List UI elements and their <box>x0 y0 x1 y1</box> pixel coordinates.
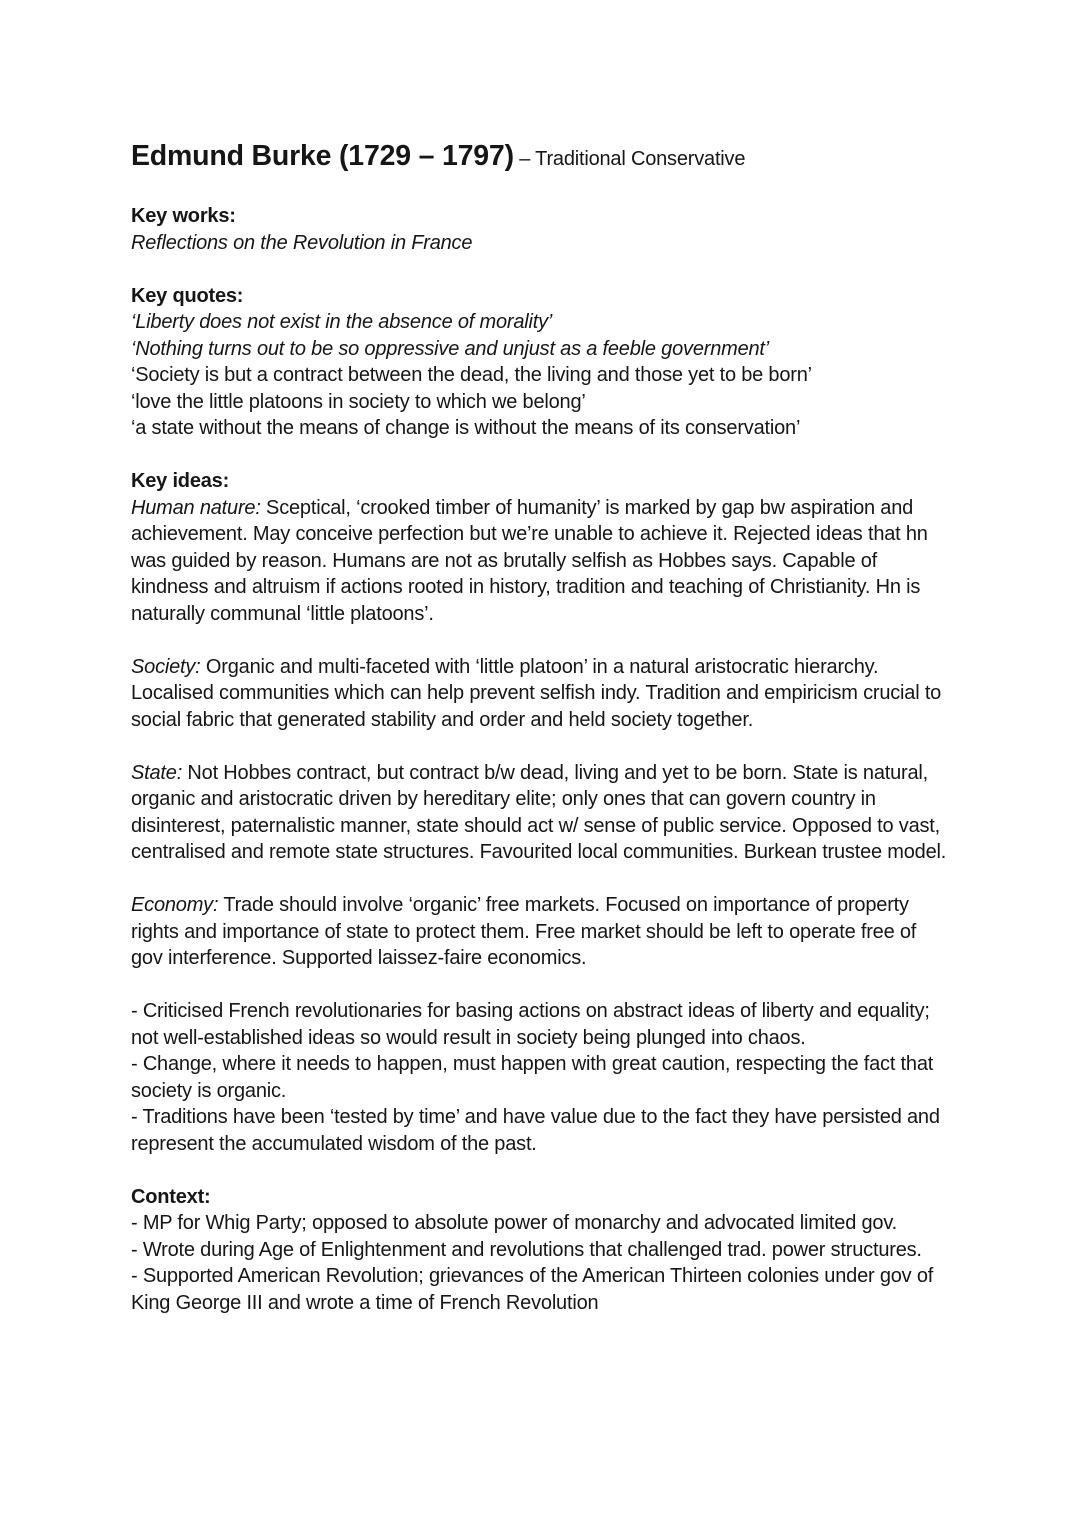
key-works-heading: Key works: <box>131 205 236 227</box>
paragraph-label: Economy: <box>131 894 219 916</box>
state-paragraph <box>131 760 948 866</box>
title-suffix: – Traditional Conservative <box>513 148 746 170</box>
human-nature-paragraph <box>131 495 948 628</box>
society-section <box>131 654 948 734</box>
economy-section <box>131 892 948 972</box>
context-heading: Context: <box>131 1185 211 1208</box>
key-works-section <box>131 203 948 256</box>
key-quotes-heading: Key quotes: <box>131 284 244 307</box>
bullet-point: - Wrote during Age of Enlightenment and revolutions that challenged trad. power structures. <box>131 1238 922 1261</box>
economy-paragraph <box>131 892 948 972</box>
bullet-point: - Traditions have been ‘tested by time’ and have value due to the fact they have persisted and represent the accumulated wisdom of the past. <box>131 1106 940 1155</box>
paragraph-text: Trade should involve ‘organic’ free markets. Focused on importance of property rights and importance of state to protect them. Free market should be left to operate free of gov interference. Supported laissez-faire economics. <box>131 894 917 969</box>
paragraph-text: Sceptical, ‘crooked timber of humanity’ is marked by gap bw aspiration and achievement. May conceive perfection but we’re unable to achieve it. Rejected ideas that hn was guided by reason. Humans are not as brutally selfish as Hobbes says. Capable of kindness and altruism if actions rooted in history, tradition and teaching of Christianity. Hn is naturally communal ‘little platoons’. <box>131 496 928 625</box>
quote-line: ‘love the little platoons in society to which we belong’ <box>131 390 586 413</box>
key-ideas-section <box>131 468 948 627</box>
paragraph-label: Society: <box>131 655 201 678</box>
paragraph-label: State: <box>131 761 183 784</box>
key-ideas-heading: Key ideas: <box>131 470 230 492</box>
paragraph-text: Not Hobbes contract, but contract b/w dead, living and yet to be born. State is natural, organic and aristocratic driven by hereditary elite; only ones that can govern country in disinterest, paternalistic manner, state should act w/ sense of public service. Opposed to vast, centralised and remote state structures. Favourited local communities. Burkean trustee model. <box>131 761 947 863</box>
key-work-item: Reflections on the Revolution in France <box>131 231 473 254</box>
quote-line: ‘Nothing turns out to be so oppressive and unjust as a feeble government’ <box>131 337 770 360</box>
page-title <box>131 138 948 177</box>
context-section <box>131 1184 948 1317</box>
paragraph-text: Organic and multi-faceted with ‘little platoon’ in a natural aristocratic hierarchy. Localised communities which can help prevent selfish indy. Tradition and empiricism crucial to social fabric that generated stability and order and held society together. <box>131 655 942 731</box>
bullet-point: - Change, where it needs to happen, must happen with great caution, respecting the fact that society is organic. <box>131 1053 934 1102</box>
quote-line: ‘a state without the means of change is without the means of its conservation’ <box>131 417 801 439</box>
bullet-point: - Supported American Revolution; grievances of the American Thirteen colonies under gov of King George III and wrote a time of French Revolution <box>131 1265 934 1314</box>
title-name: Edmund Burke (1729 – 1797) <box>131 140 514 172</box>
bullet-point: - MP for Whig Party; opposed to absolute power of monarchy and advocated limited gov. <box>131 1212 898 1234</box>
society-paragraph <box>131 654 948 734</box>
quote-line: ‘Society is but a contract between the dead, the living and those yet to be born’ <box>131 364 812 386</box>
paragraph-label: Human nature: <box>131 496 261 519</box>
quote-line: ‘Liberty does not exist in the absence of morality’ <box>131 311 553 333</box>
bullet-point: - Criticised French revolutionaries for basing actions on abstract ideas of liberty and equality; not well-established ideas so would result in society being plunged into chaos. <box>131 1000 930 1049</box>
key-ideas-points-section <box>131 998 948 1157</box>
state-section <box>131 760 948 866</box>
key-quotes-section <box>131 283 948 442</box>
